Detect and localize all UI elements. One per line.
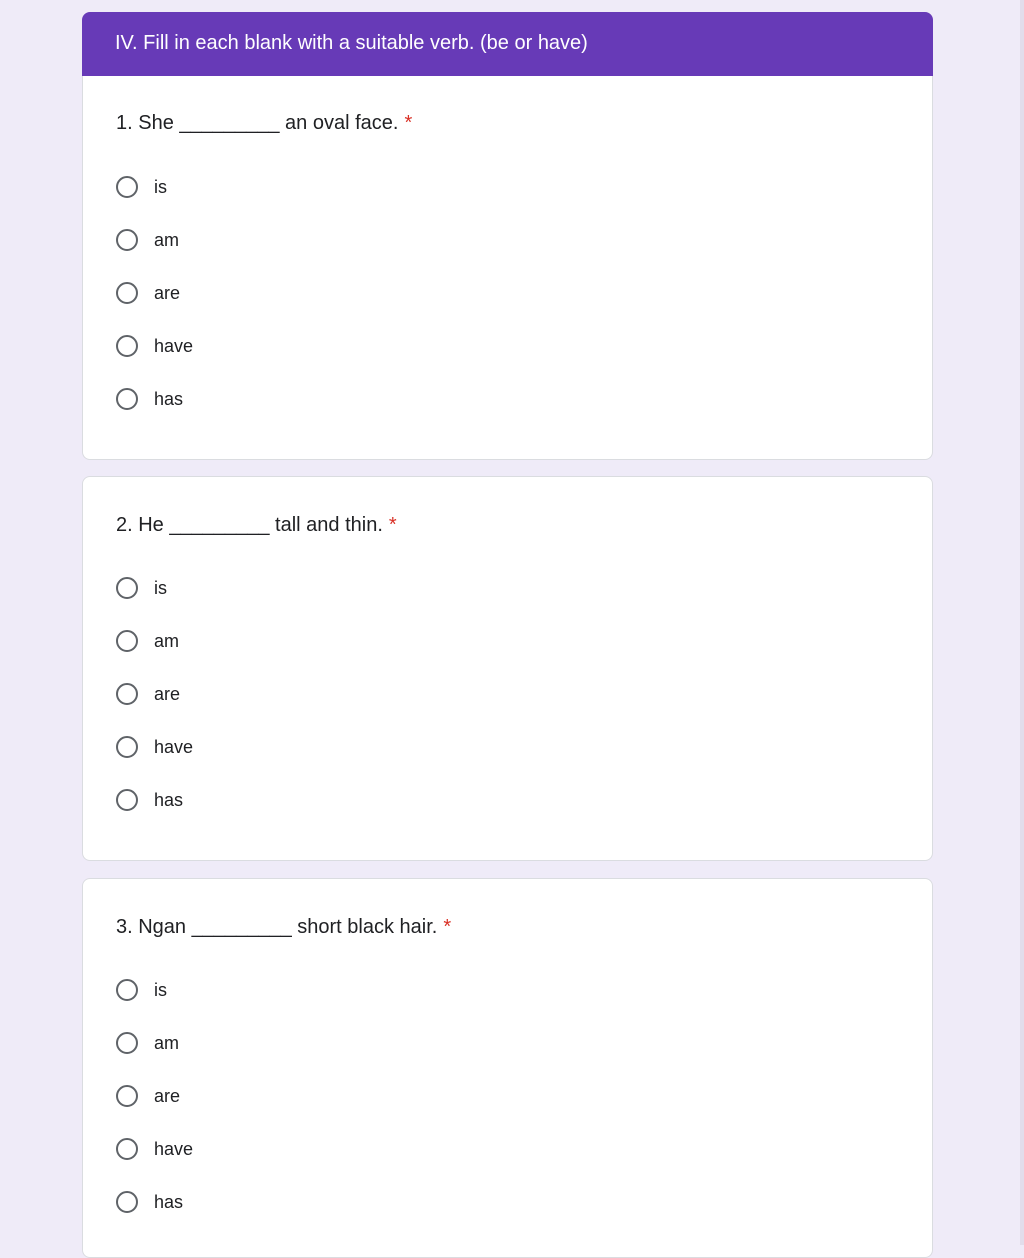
option-are[interactable] — [116, 1082, 180, 1110]
radio-button[interactable] — [116, 789, 138, 811]
option-label: is — [154, 980, 167, 1000]
section-title: IV. Fill in each blank with a suitable verb. (be or have) — [115, 32, 588, 54]
option-label: is — [154, 578, 167, 598]
option-is[interactable] — [116, 574, 167, 602]
radio-button[interactable] — [116, 282, 138, 304]
option-label: has — [154, 389, 184, 409]
option-label: are — [154, 1086, 181, 1106]
option-label: has — [154, 790, 184, 810]
radio-button[interactable] — [116, 1085, 138, 1107]
radio-button[interactable] — [116, 229, 138, 251]
question-text: 3. Ngan _________ short black hair. — [116, 916, 438, 938]
radio-button[interactable] — [116, 630, 138, 652]
page-edge — [1020, 0, 1024, 1245]
option-label: has — [154, 1192, 184, 1212]
question-title-3 — [116, 915, 451, 939]
radio-button[interactable] — [116, 577, 138, 599]
question-card-2 — [82, 476, 933, 861]
question-text: 1. She _________ an oval face. — [116, 112, 399, 134]
radio-button[interactable] — [116, 979, 138, 1001]
option-label: are — [154, 283, 181, 303]
required-asterisk: * — [404, 112, 413, 134]
radio-button[interactable] — [116, 176, 138, 198]
radio-button[interactable] — [116, 1138, 138, 1160]
option-has[interactable] — [116, 786, 183, 814]
option-have[interactable] — [116, 733, 193, 761]
question-title-2 — [116, 513, 397, 537]
option-is[interactable] — [116, 976, 167, 1004]
option-label: have — [154, 737, 194, 757]
option-has[interactable] — [116, 385, 183, 413]
radio-button[interactable] — [116, 736, 138, 758]
required-asterisk: * — [388, 514, 397, 536]
option-label: am — [154, 1033, 180, 1053]
option-have[interactable] — [116, 332, 193, 360]
option-label: am — [154, 631, 180, 651]
question-text: 2. He _________ tall and thin. — [116, 514, 383, 536]
option-am[interactable] — [116, 627, 179, 655]
required-asterisk: * — [443, 916, 452, 938]
section-header — [82, 12, 933, 76]
radio-button[interactable] — [116, 388, 138, 410]
option-label: is — [154, 177, 167, 197]
radio-button[interactable] — [116, 1191, 138, 1213]
option-label: are — [154, 684, 181, 704]
radio-button[interactable] — [116, 683, 138, 705]
option-label: am — [154, 230, 180, 250]
question-card-1 — [82, 76, 933, 460]
option-is[interactable] — [116, 173, 167, 201]
radio-button[interactable] — [116, 335, 138, 357]
option-are[interactable] — [116, 680, 180, 708]
question-title-1 — [116, 111, 412, 135]
option-am[interactable] — [116, 226, 179, 254]
question-card-3 — [82, 878, 933, 1258]
option-label: have — [154, 336, 194, 356]
option-label: have — [154, 1139, 194, 1159]
option-are[interactable] — [116, 279, 180, 307]
option-have[interactable] — [116, 1135, 193, 1163]
radio-button[interactable] — [116, 1032, 138, 1054]
option-am[interactable] — [116, 1029, 179, 1057]
option-has[interactable] — [116, 1188, 183, 1216]
